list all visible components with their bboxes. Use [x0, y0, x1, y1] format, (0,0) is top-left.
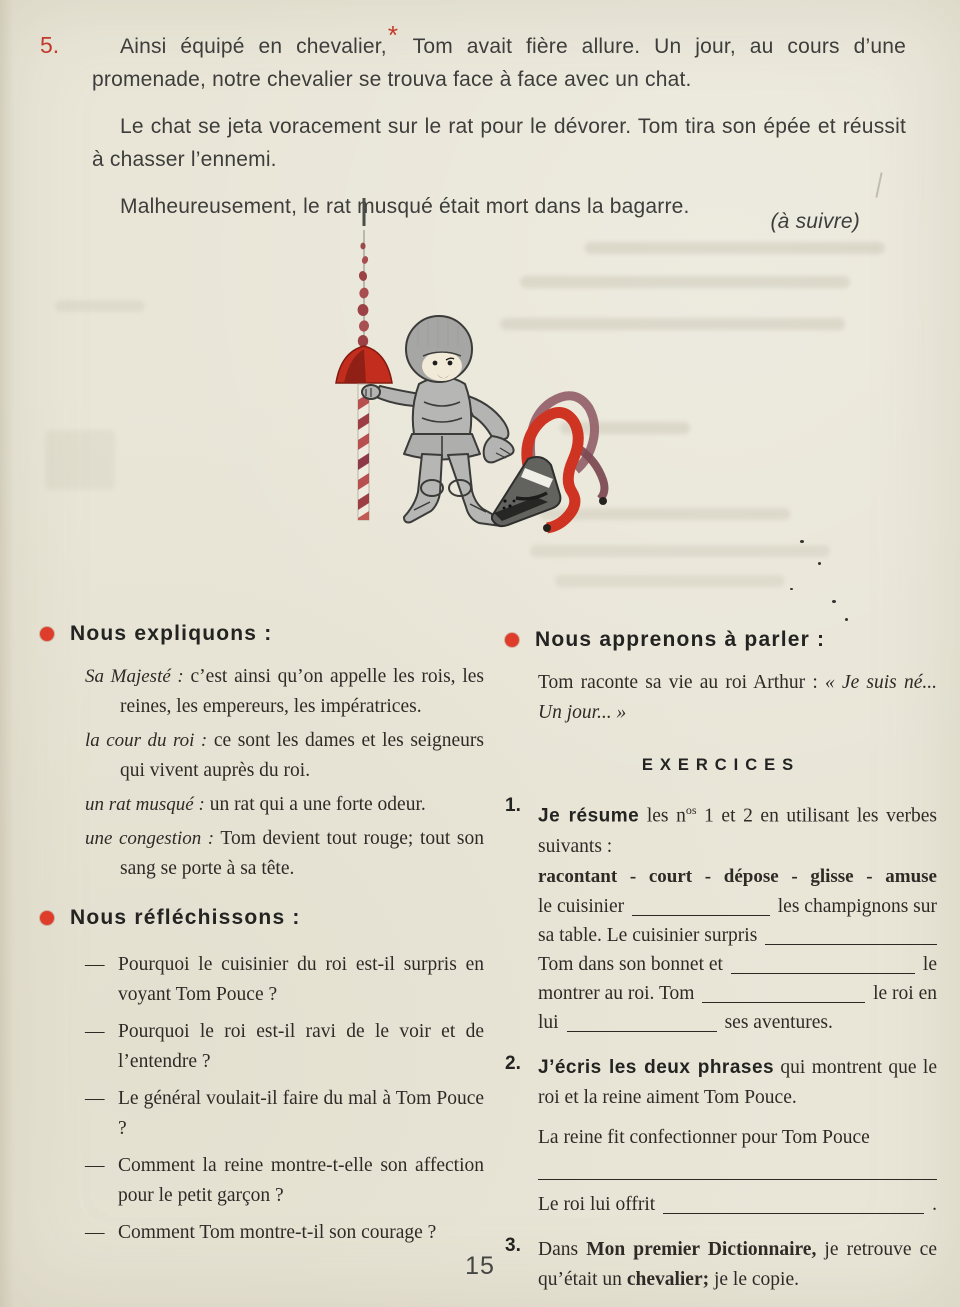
- bleed-through-line: [55, 300, 145, 312]
- section-parler-heading: [505, 628, 937, 652]
- fill-line: lui ses aventures.: [538, 1011, 833, 1033]
- red-bullet-icon: [40, 911, 54, 925]
- fill-line: Tom dans son bonnet et le: [538, 953, 937, 975]
- red-bullet-icon: [40, 627, 54, 641]
- fill-line: le cuisinier les champignons sur: [538, 895, 937, 917]
- dead-muskrat-icon: [492, 396, 607, 532]
- answer-rule: [538, 1159, 937, 1180]
- left-column: [40, 622, 484, 1255]
- question-item: — Comment Tom montre-t-il son courage ?: [85, 1222, 437, 1243]
- section-title: Nous réfléchissons :: [70, 906, 301, 929]
- exercise-number: 2.: [505, 1052, 521, 1074]
- ink-speck: [800, 540, 804, 543]
- definition-item: Sa Majesté : c’est ainsi qu’on appelle les rois, les reines, les empereurs, les impératrices.: [85, 666, 484, 717]
- striped-lance-icon: [336, 198, 392, 520]
- answer-blank: [702, 1002, 865, 1003]
- answer-blank: [567, 1031, 717, 1032]
- question-item: — Comment la reine montre-t-elle son affection pour le petit garçon ?: [85, 1155, 484, 1206]
- section-expliquons-heading: [40, 622, 484, 646]
- definitions-list: [85, 662, 484, 884]
- exercise-2: [505, 1053, 937, 1219]
- footnote-asterisk: *: [387, 20, 399, 50]
- definition-item: la cour du roi : ce sont les dames et les seigneurs qui vivent auprès du roi.: [85, 730, 484, 781]
- knight-tom-pouce-icon: [362, 316, 514, 526]
- to-be-continued: (à suivre): [770, 210, 860, 233]
- page-number: 15: [465, 1252, 495, 1280]
- ink-speck: [790, 588, 793, 590]
- definition-item: une congestion : Tom devient tout rouge; tout son sang se porte à sa tête.: [85, 828, 485, 879]
- reading-paragraph-1: Ainsi équipé en chevalier,* Tom avait fière allure. Un jour, au cours d’une promenade, notre chevalier se trouva face à face avec un chat.: [92, 20, 906, 91]
- ink-speck: [845, 618, 848, 621]
- section-title: Nous apprenons à parler :: [535, 628, 826, 651]
- bleed-through-line: [45, 430, 115, 490]
- exercise-number: 1.: [505, 795, 521, 816]
- knight-and-muskrat-illustration: [278, 196, 758, 561]
- ink-speck: [832, 600, 836, 603]
- exercise-2-lead: J’écris les deux phrases qui montrent que le roi et la reine aiment Tom Pouce.: [538, 1056, 937, 1108]
- answer-blank: [663, 1213, 924, 1214]
- exercise-3-lead: Dans Mon premier Dictionnaire, je retrouve ce qu’était un chevalier; je le copie.: [538, 1238, 937, 1290]
- answer-blank: [765, 944, 937, 945]
- definition-item: un rat musqué : un rat qui a une forte odeur.: [85, 794, 426, 815]
- question-item: — Le général voulait-il faire du mal à Tom Pouce ?: [85, 1088, 484, 1139]
- questions-list: [85, 950, 484, 1248]
- parler-intro: Tom raconte sa vie au roi Arthur : « Je suis né... Un jour... »: [538, 672, 938, 723]
- verb-bank: racontant - court - dépose - glisse - amuse: [538, 865, 937, 887]
- reading-paragraph-3: Malheureusement, le rat musqué était mort dans la bagarre.: [120, 195, 690, 218]
- section-title: Nous expliquons :: [70, 622, 273, 645]
- section-reflechissons-heading: [40, 906, 484, 930]
- fill-line: montrer au roi. Tom le roi en: [538, 982, 937, 1004]
- fill-line: sa table. Le cuisinier surpris: [538, 921, 937, 950]
- exercise-1: [505, 795, 937, 1037]
- exercise-1-lead: Je résume les $n^{os}$ 1 et 2 en utilisant les verbes suivants :: [538, 803, 937, 857]
- right-column: [505, 622, 937, 1307]
- question-item: — Pourquoi le cuisinier du roi est-il surpris en voyant Tom Pouce ?: [85, 954, 484, 1005]
- ink-speck: [818, 562, 821, 565]
- question-item: — Pourquoi le roi est-il ravi de le voir et de l’entendre ?: [85, 1021, 484, 1072]
- reading-paragraph-2: Le chat se jeta voracement sur le rat pour le dévorer. Tom tira son épée et réussit à chasser l’ennemi.: [92, 115, 906, 171]
- exercise-2-sentence-2: Le roi lui offrit .: [538, 1193, 937, 1215]
- answer-blank: [632, 915, 770, 916]
- bleed-through-line: [555, 575, 785, 587]
- red-bullet-icon: [505, 633, 519, 647]
- answer-blank: [731, 973, 915, 974]
- exercices-title: EXERCICES: [641, 756, 801, 774]
- exercise-2-sentence-1: La reine fit confectionner pour Tom Pouce: [538, 1126, 870, 1148]
- lesson-number: 5.: [40, 32, 60, 58]
- exercise-number: 3.: [505, 1234, 521, 1256]
